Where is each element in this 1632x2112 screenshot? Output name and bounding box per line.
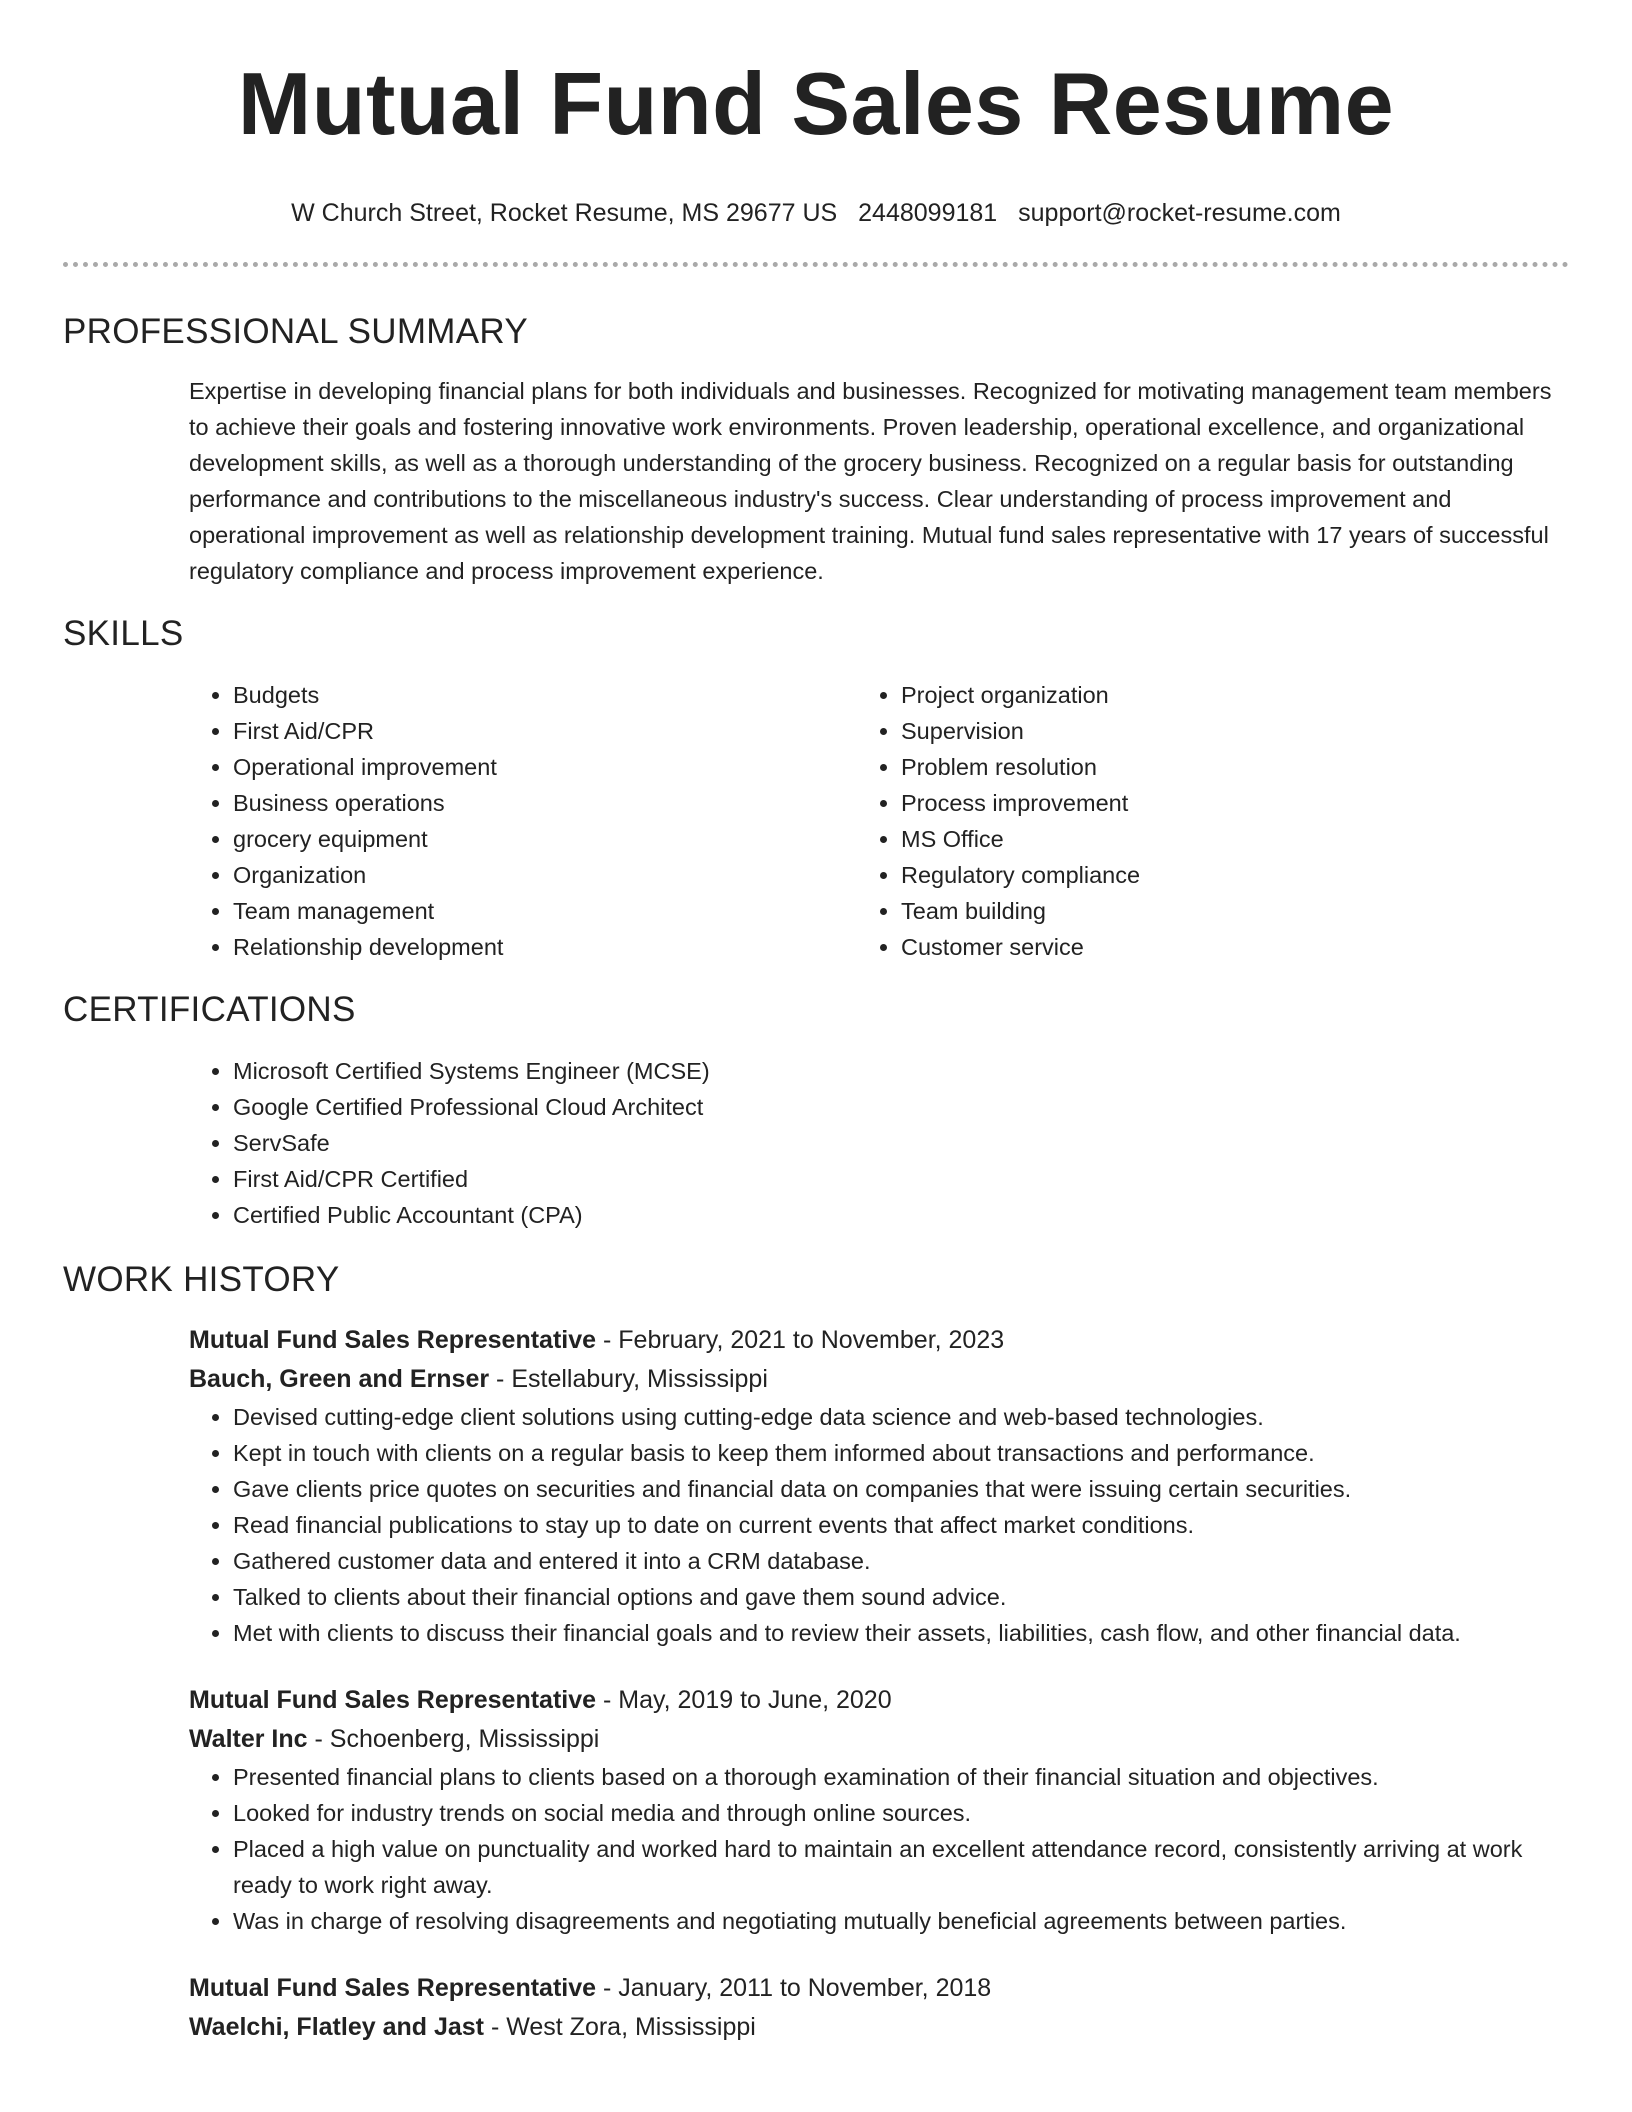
job-title: Mutual Fund Sales Representative <box>189 1974 597 2002</box>
job-company: Waelchi, Flatley and Jast <box>189 2013 485 2041</box>
duty-item: • Was in charge of resolving disagreements and negotiating mutually beneficial agreements between parties. <box>233 1903 1632 1939</box>
job-duties <box>0 1759 1632 1939</box>
skill-item: • Team building <box>901 893 1461 929</box>
job-company-line <box>189 1720 1572 1759</box>
job-title: Mutual Fund Sales Representative <box>189 1686 597 1714</box>
skills-list <box>0 677 1632 965</box>
skill-item: • Regulatory compliance <box>901 857 1461 893</box>
skill-item: • Problem resolution <box>901 749 1461 785</box>
job-company: Walter Inc <box>189 1725 308 1753</box>
skill-item: • grocery equipment <box>233 821 680 857</box>
summary-text: Expertise in developing financial plans for both individuals and businesses. Recognized for motivating management team members to achieve their goals and fostering innovative work environments. Proven leadership, operational excellence, and organizational development skills, as well as a thorough understanding of the grocery business. Recognized on a regular basis for outstanding performance and contributions to the miscellaneous industry's success. Clear understanding of process improvement and operational improvement as well as relationship development training. Mutual fund sales representative with 17 years of successful regulatory compliance and process improvement experience. <box>189 378 1552 584</box>
resume-title: Mutual Fund Sales Resume <box>237 54 1395 153</box>
job-entry <box>189 1969 1572 2047</box>
job-title-line <box>189 1969 1572 2008</box>
skill-item: • Relationship development <box>233 929 680 965</box>
duty-item: • Gave clients price quotes on securities and financial data on companies that were issuing certain securities. <box>233 1471 1632 1507</box>
job-dates: - January, 2011 to November, 2018 <box>596 1974 992 2002</box>
skill-item: • First Aid/CPR <box>233 713 680 749</box>
skill-item: • Team management <box>233 893 680 929</box>
job-location: - West Zora, Mississippi <box>484 2013 756 2041</box>
certification-item: • Microsoft Certified Systems Engineer (MCSE) <box>233 1053 1632 1089</box>
duty-item: • Met with clients to discuss their financial goals and to review their assets, liabilities, cash flow, and other financial data. <box>233 1615 1632 1651</box>
job-location: - Schoenberg, Mississippi <box>307 1725 600 1753</box>
duty-item: • Placed a high value on punctuality and worked hard to maintain an excellent attendance record, consistently arriving at work ready to work right away. <box>233 1831 1632 1903</box>
duty-item: • Kept in touch with clients on a regular basis to keep them informed about transactions and performance. <box>233 1435 1632 1471</box>
job-location: - Estellabury, Mississippi <box>489 1365 768 1393</box>
skill-item: • Process improvement <box>901 785 1461 821</box>
skill-item: • Operational improvement <box>233 749 680 785</box>
job-company-line <box>189 1360 1572 1399</box>
contact-phone: 2448099181 <box>858 199 998 227</box>
certification-item: • Certified Public Accountant (CPA) <box>233 1197 1632 1233</box>
duty-item: • Looked for industry trends on social media and through online sources. <box>233 1795 1632 1831</box>
skill-item: • Budgets <box>233 677 680 713</box>
contact-line <box>0 198 1632 228</box>
certifications-heading: CERTIFICATIONS <box>63 990 356 1029</box>
skills-column-2 <box>680 677 1461 965</box>
duty-item: • Devised cutting-edge client solutions using cutting-edge data science and web-based technologies. <box>233 1399 1632 1435</box>
job-title: Mutual Fund Sales Representative <box>189 1326 597 1354</box>
skill-item: • Organization <box>233 857 680 893</box>
duty-item: • Gathered customer data and entered it into a CRM database. <box>233 1543 1632 1579</box>
header-divider <box>63 262 1569 267</box>
job-dates: - February, 2021 to November, 2023 <box>596 1326 1005 1354</box>
skills-heading: SKILLS <box>63 614 184 653</box>
job-entry <box>189 1681 1572 1759</box>
skill-item: • Project organization <box>901 677 1461 713</box>
work-history-heading: WORK HISTORY <box>63 1260 340 1299</box>
skill-item: • Customer service <box>901 929 1461 965</box>
contact-address: W Church Street, Rocket Resume, MS 29677 US <box>291 199 838 227</box>
duty-item: • Talked to clients about their financial options and gave them sound advice. <box>233 1579 1632 1615</box>
skill-item: • MS Office <box>901 821 1461 857</box>
job-company-line <box>189 2008 1572 2047</box>
job-title-line <box>189 1681 1572 1720</box>
job-dates: - May, 2019 to June, 2020 <box>596 1686 892 1714</box>
certifications-list <box>0 1053 1632 1233</box>
certification-item: • First Aid/CPR Certified <box>233 1161 1632 1197</box>
job-entry <box>189 1321 1572 1399</box>
certification-item: • Google Certified Professional Cloud Architect <box>233 1089 1632 1125</box>
contact-email: support@rocket-resume.com <box>1018 199 1341 227</box>
job-duties <box>0 1399 1632 1651</box>
certification-item: • ServSafe <box>233 1125 1632 1161</box>
duty-item: • Presented financial plans to clients based on a thorough examination of their financial situation and objectives. <box>233 1759 1632 1795</box>
skill-item: • Supervision <box>901 713 1461 749</box>
duty-item: • Read financial publications to stay up to date on current events that affect market conditions. <box>233 1507 1632 1543</box>
skills-column-1 <box>0 677 680 965</box>
job-company: Bauch, Green and Ernser <box>189 1365 490 1393</box>
job-title-line <box>189 1321 1572 1360</box>
skill-item: • Business operations <box>233 785 680 821</box>
summary-heading: PROFESSIONAL SUMMARY <box>63 312 528 351</box>
